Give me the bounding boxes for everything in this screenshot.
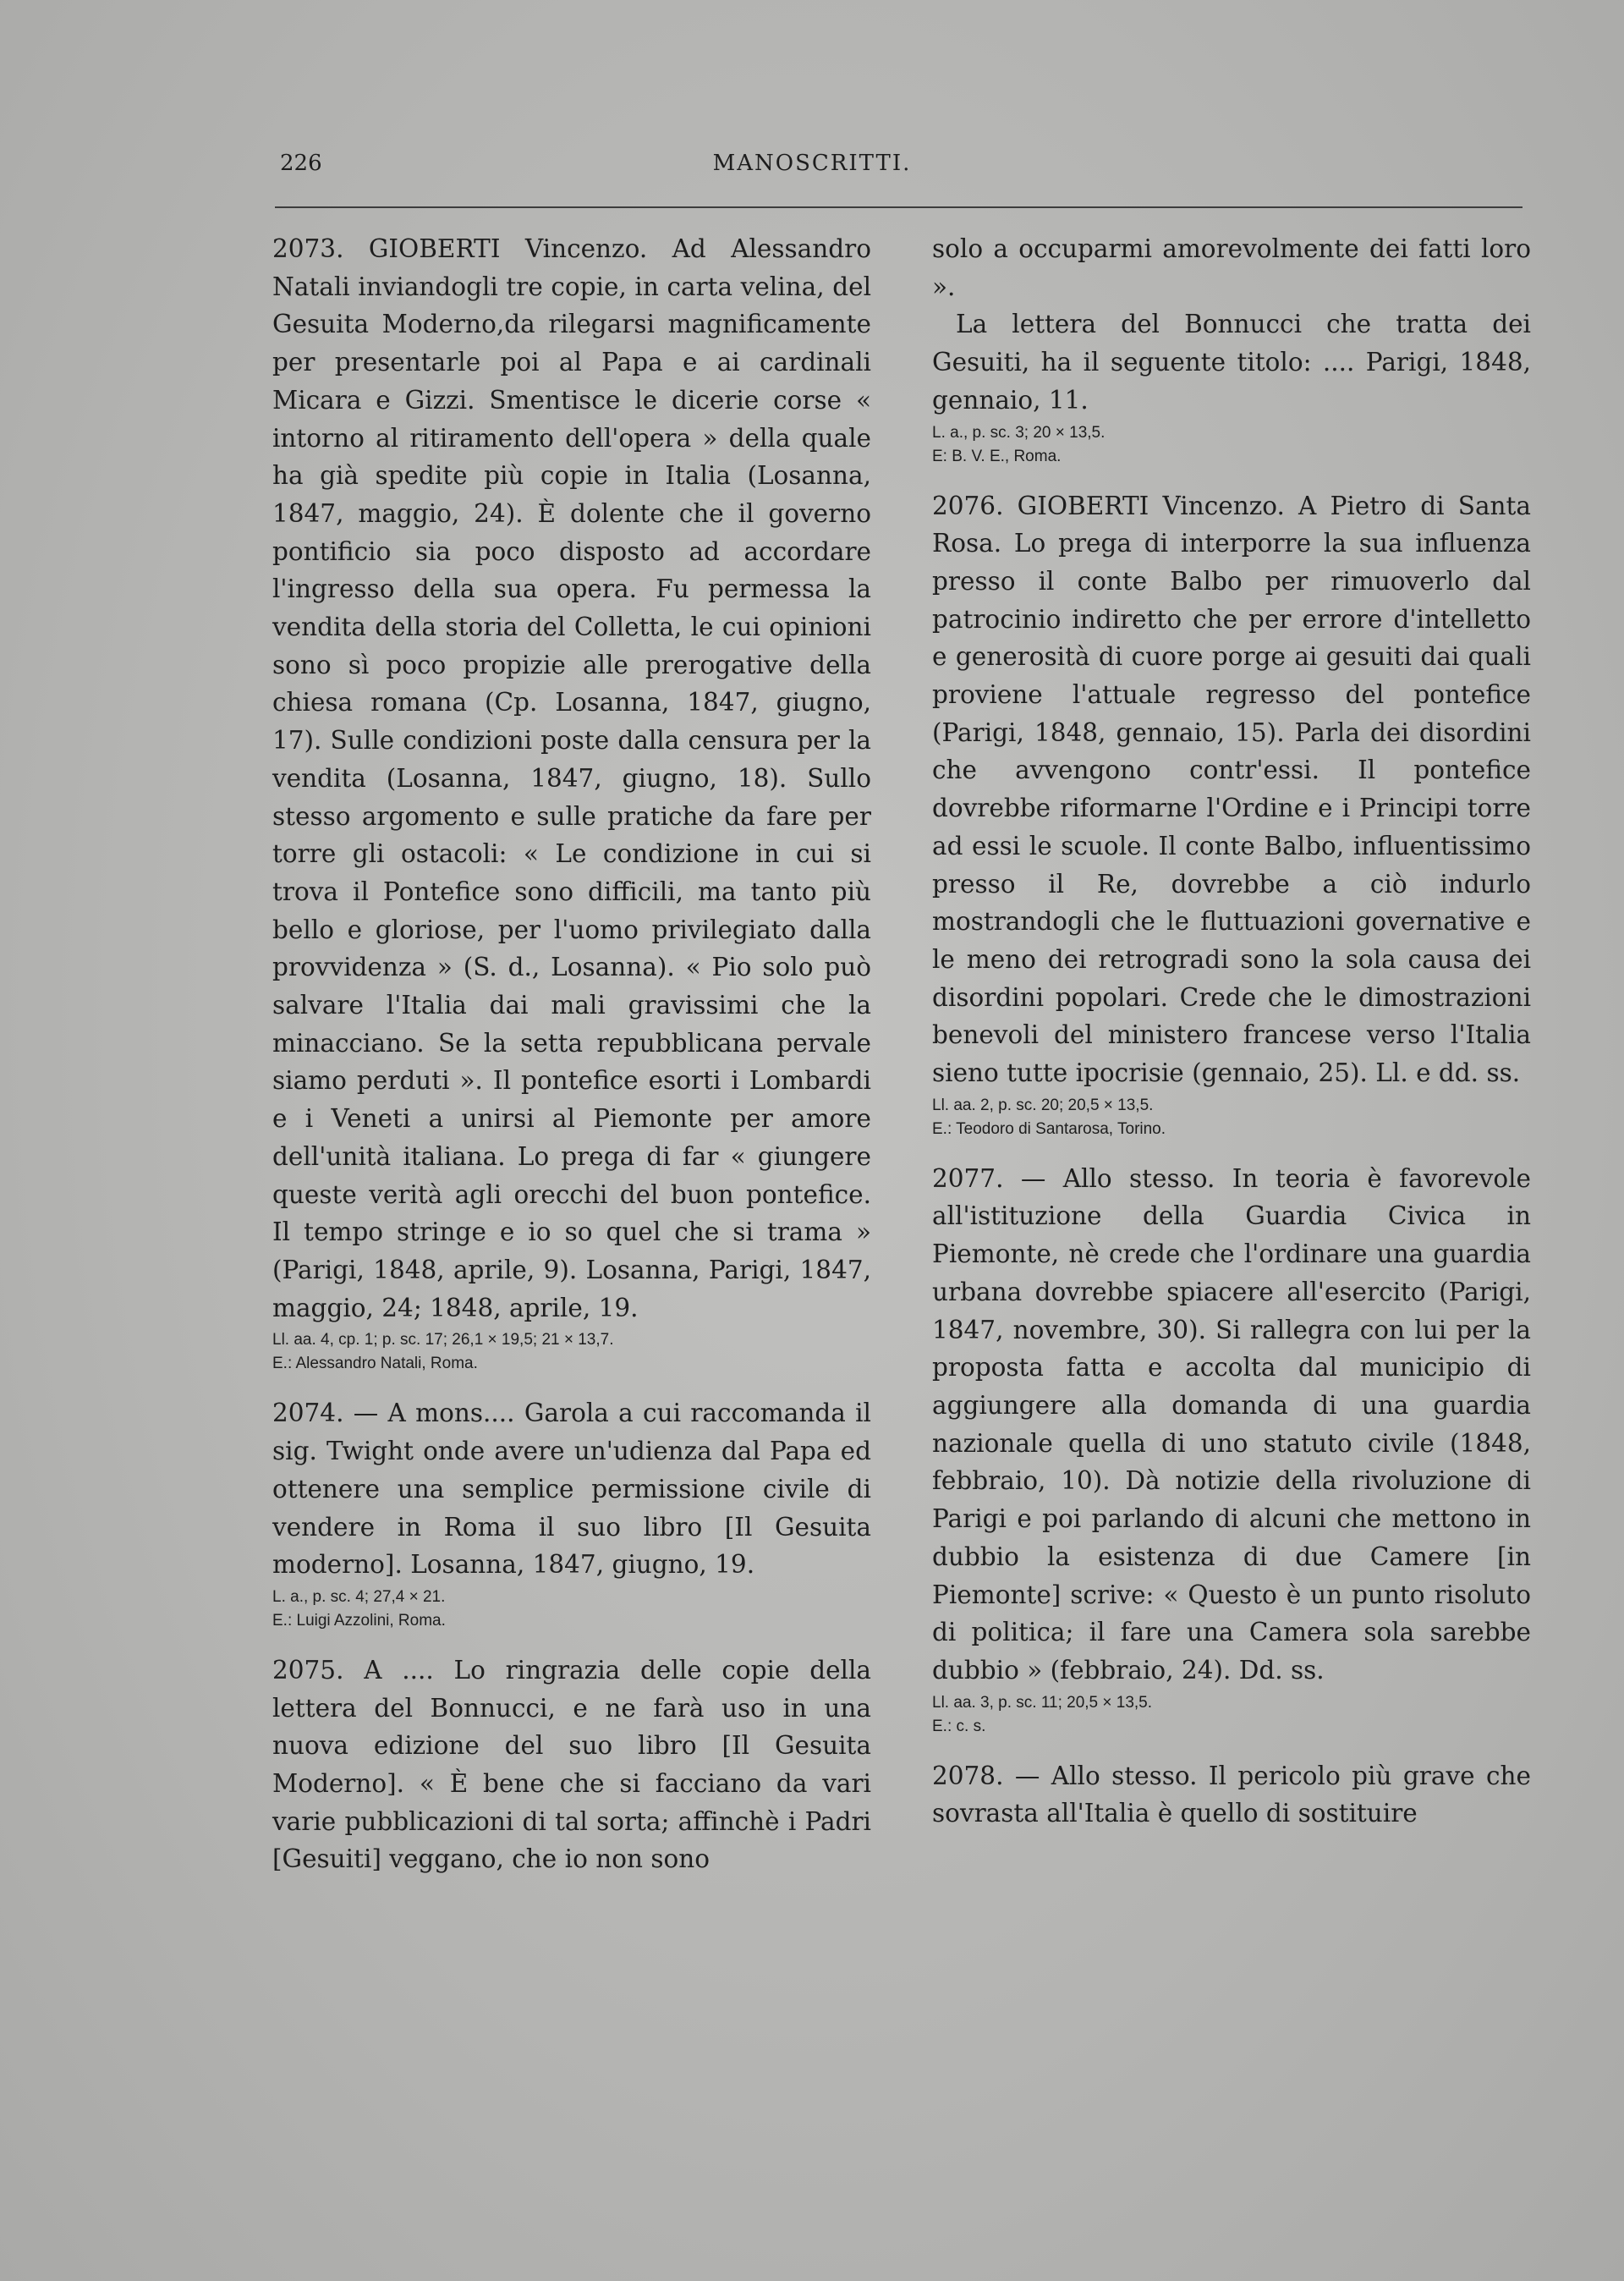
entry-2078 [932,1757,1531,1833]
entry-owner: E.: Teodoro di Santarosa, Torino. [932,1119,1166,1138]
entry-owner: E.: Luigi Azzolini, Roma. [272,1611,446,1630]
entry-2073 [272,230,871,1374]
entry-meta: Ll. aa. 3, p. sc. 11; 20,5 × 13,5. [932,1693,1153,1712]
page-number: 226 [280,151,322,176]
running-title: MANOSCRITTI. [712,151,912,176]
entry-meta: L. a., p. sc. 4; 27,4 × 21. [272,1587,446,1606]
header-rule [275,206,1522,208]
entry-2074 [272,1394,871,1631]
entry-text: 2074. — A mons.... Garola a cui raccomanda il sig. Twight onde avere un'udienza dal Papa ed ottenere una semplice permissione civile di vendere in Roma il suo libro [Il Gesuita moderno]. Losanna, 1847, giugno, 19. [272,1399,871,1580]
entry-meta: L. a., p. sc. 3; 20 × 13,5. [932,423,1106,442]
entry-owner: E.: Alessandro Natali, Roma. [272,1355,478,1373]
entry-note: La lettera del Bonnucci che tratta dei Gesuiti, ha il seguente titolo: .... Parigi, 1848, gennaio, 11. [932,310,1531,415]
entry-text: 2077. — Allo stesso. In teoria è favorevole all'istituzione della Guardia Civica in Piemonte, nè crede che l'ordinare una guardia urbana dovrebbe spiacere all'esercito (Parigi, 1847, novembre, 30). Si rallegra con lui per la proposta fatta e accolta dal municipio di aggiungere alla domanda di una guardia nazionale quella di uno statuto civile (1848, febbraio, 10). Dà notizie della rivoluzione di Parigi e poi parlando di alcuni che mettono in dubbio la esistenza di due Camere [in Piemonte] scrive: « Questo è un punto risoluto di politica; il fare una Camera sola sarebbe dubbio » (febbraio, 24). Dd. ss. [932,1163,1531,1685]
entry-2075-continued [932,230,1531,467]
entry-2076 [932,487,1531,1140]
left-column [272,230,871,1899]
entry-text: 2073. GIOBERTI Vincenzo. Ad Alessandro Natali inviandogli tre copie, in carta velina, del Gesuita Moderno,da rilegarsi magnificamente per presentarle poi al Papa e ai cardinali Micara e Gizzi. Smentisce le dicerie corse « intorno al ritiramento dell'opera » della quale ha già spedite più copie in Italia (Losanna, 1847, maggio, 24). È dolente che il governo pontificio sia poco disposto ad accordare l'ingresso della sua opera. Fu permessa la vendita della storia del Colletta, le cui opinioni sono sì poco propizie alle prerogative della chiesa romana (Cp. Losanna, 1847, giugno, 17). Sulle condizioni poste dalla censura per la vendita (Losanna, 1847, giugno, 18). Sullo stesso argomento e sulle pratiche da fare per torre gli ostacoli: « Le condizione in cui si trova il Pontefice sono difficili, ma tanto più bello e gloriose, per l'uomo privilegiato dalla provvidenza » (S. d., Losanna). « Pio solo può salvare l'Italia dai mali gravissimi che la minacciano. Se la setta repubblicana pervale siamo perduti ». Il pontefice esorti i Lombardi e i Veneti a unirsi al Piemonte per amore dell'unità italiana. Lo prega di far « giungere queste verità agli orecchi del buon pontefice. Il tempo stringe e io so quel che si trama » (Parigi, 1848, aprile, 9). Losanna, Parigi, 1847, maggio, 24; 1848, aprile, 19. [272,234,871,1322]
entry-text: 2076. GIOBERTI Vincenzo. A Pietro di Santa Rosa. Lo prega di interporre la sua influenza presso il conte Balbo per rimuoverlo dal patrocinio indiretto che per errore d'intelletto e generosità di cuore porge ai gesuiti dai quali proviene l'attuale regresso del pontefice (Parigi, 1848, gennaio, 15). Parla dei disordini che avvengono contr'essi. Il pontefice dovrebbe riformarne l'Ordine e i Principi torre ad essi le scuole. Il conte Balbo, influentissimo presso il Re, dovrebbe a ciò indurlo mostrandogli che le fluttuazioni governative e le meno dei retrogradi sono la sola causa dei disordini popolari. Crede che le dimostrazioni benevoli del ministero francese verso l'Italia sieno tutte ipocrisie (gennaio, 25). Ll. e dd. ss. [932,491,1531,1088]
entry-owner: E: B. V. E., Roma. [932,447,1062,465]
entry-2077 [932,1160,1531,1737]
entry-meta: Ll. aa. 4, cp. 1; p. sc. 17; 26,1 × 19,5; 21 × 13,7. [272,1331,614,1349]
right-column [932,230,1531,1853]
entry-meta: Ll. aa. 2, p. sc. 20; 20,5 × 13,5. [932,1096,1154,1114]
entry-owner: E.: c. s. [932,1717,986,1735]
entry-2075 [272,1652,871,1878]
entry-text: 2078. — Allo stesso. Il pericolo più grave che sovrasta all'Italia è quello di sostituire [932,1761,1531,1828]
entry-text: solo a occuparmi amorevolmente dei fatti loro ». [932,234,1531,301]
entry-text: 2075. A .... Lo ringrazia delle copie della lettera del Bonnucci, e ne farà uso in una nuova edizione del suo libro [Il Gesuita Moderno]. « È bene che si facciano da vari varie pubblicazioni di tal sorta; affinchè i Padri [Gesuiti] veggano, che io non sono [272,1655,871,1874]
